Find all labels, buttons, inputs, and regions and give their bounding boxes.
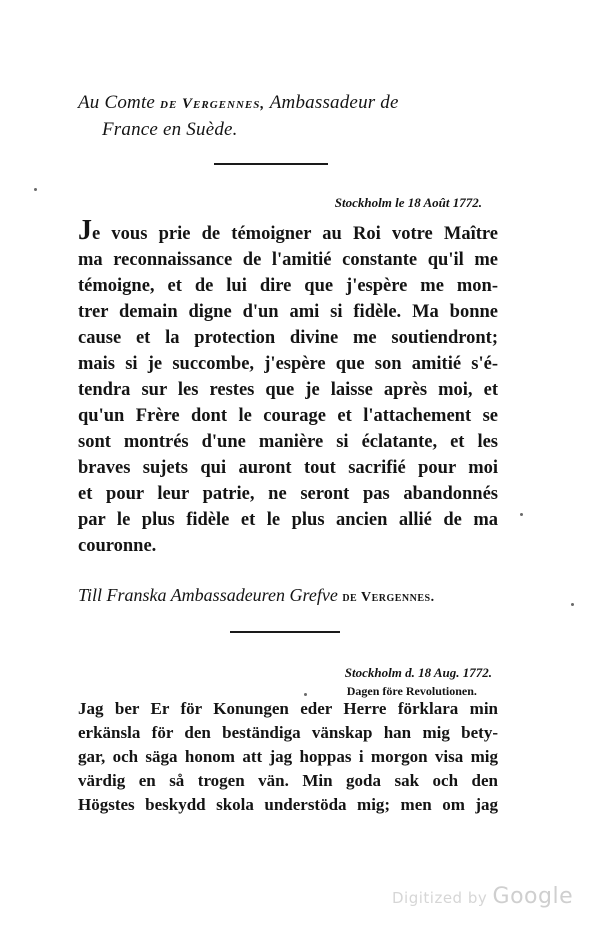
body-line: mais si je succombe, j'espère que son amitié s'é- bbox=[78, 354, 498, 374]
separator-rule bbox=[230, 631, 340, 633]
heading-swedish-text: Till Franska Ambassadeuren Grefve bbox=[78, 585, 338, 605]
body-line: cause et la protection divine me soutiendront; bbox=[78, 328, 498, 348]
body-line: ma reconnaissance de l'amitié constante qu'il me bbox=[78, 250, 498, 270]
heading-title: Ambassadeur de bbox=[269, 92, 399, 113]
body-line: trer demain digne d'un ami si fidèle. Ma bonne bbox=[78, 302, 498, 322]
body-line: Je vous prie de témoigner au Roi votre Maître bbox=[78, 215, 498, 246]
letter-body-french bbox=[78, 215, 498, 559]
dateline-swedish bbox=[345, 664, 492, 700]
scan-speck bbox=[34, 188, 37, 191]
body-line: erkänsla för den beständiga vänskap han mig bety- bbox=[78, 723, 498, 742]
body-line: gar, och säga honom att jag hoppas i morgon visa mig bbox=[78, 747, 498, 766]
heading-prefix: Au Comte bbox=[78, 92, 156, 113]
scan-speck bbox=[520, 513, 523, 516]
body-line: Högstes beskydd skola understöda mig; men om jag bbox=[78, 795, 498, 814]
body-line: Jag ber Er för Konungen eder Herre förklara min bbox=[78, 699, 498, 718]
body-line: témoigne, et de lui dire que j'espère me mon- bbox=[78, 276, 498, 296]
separator-rule bbox=[214, 163, 328, 165]
body-line: braves sujets qui auront tout sacrifié pour moi bbox=[78, 458, 498, 478]
scan-speck bbox=[304, 693, 307, 696]
dateline-french: Stockholm le 18 Août 1772. bbox=[334, 195, 482, 210]
letter-body-swedish bbox=[78, 697, 498, 817]
watermark-prefix: Digitized by bbox=[392, 889, 488, 907]
body-line: sont montrés d'une manière si éclatante, et les bbox=[78, 432, 498, 452]
heading-swedish-name: de Vergennes. bbox=[342, 590, 435, 605]
drop-cap: J bbox=[78, 215, 92, 246]
body-line: qu'un Frère dont le courage et l'attachement se bbox=[78, 406, 498, 426]
letter-heading-swedish bbox=[78, 583, 518, 610]
dateline-swedish-text: Stockholm d. 18 Aug. 1772. bbox=[344, 665, 492, 680]
watermark-brand: Google bbox=[492, 884, 574, 909]
body-line: couronne. bbox=[78, 536, 157, 556]
body-line: et pour leur patrie, ne seront pas abandonnés bbox=[78, 484, 498, 504]
body-line: tendra sur les restes que je laisse après moi, et bbox=[78, 380, 498, 400]
dateline-swedish-subtitle: Dagen före Revolutionen. bbox=[346, 684, 477, 698]
heading-line-2: France en Suède. bbox=[102, 119, 238, 140]
letter-heading-french bbox=[78, 90, 518, 143]
heading-recipient-name: de Vergennes, bbox=[160, 96, 266, 112]
scan-watermark bbox=[392, 884, 573, 909]
body-line: värdig en så trogen vän. Min goda sak och den bbox=[78, 771, 498, 790]
scan-speck bbox=[571, 603, 574, 606]
body-line: par le plus fidèle et le plus ancien allié de ma bbox=[78, 510, 498, 530]
